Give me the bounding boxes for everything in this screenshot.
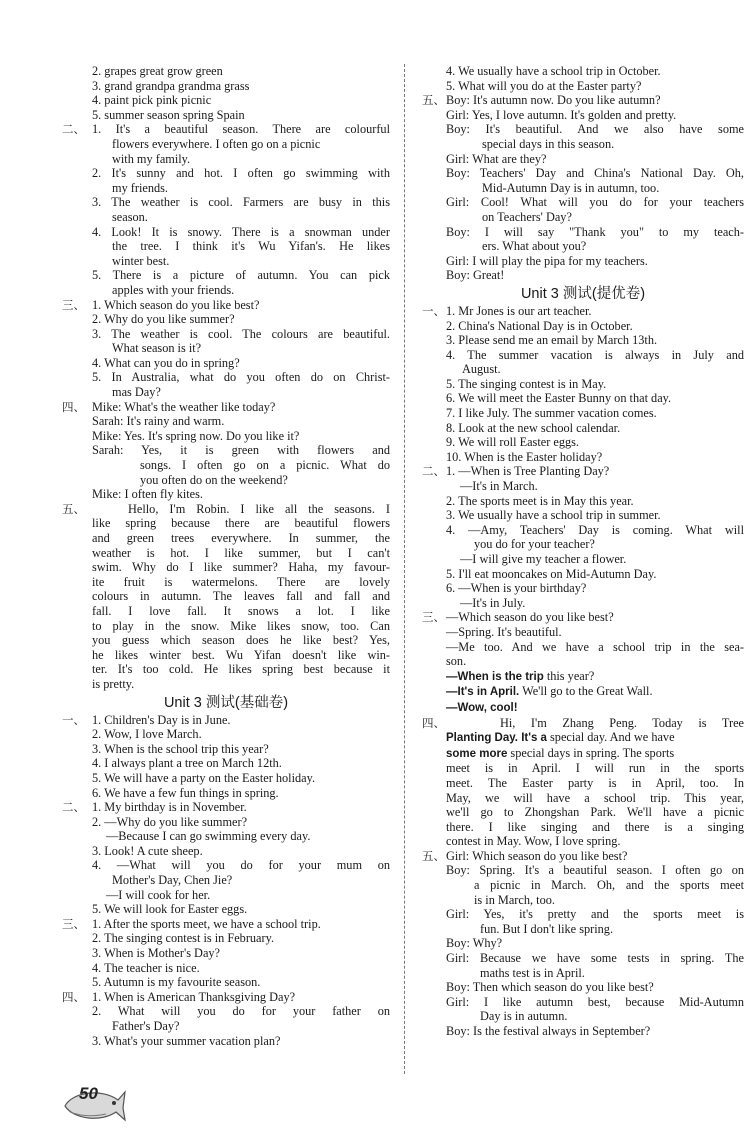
answer-line <box>62 502 390 517</box>
section-heading: Unit 3 测试(提优卷) <box>520 285 646 302</box>
answer-line <box>422 951 744 966</box>
answer-line <box>62 122 390 137</box>
line-text: 1. Mr Jones is our art teacher. <box>446 303 592 318</box>
answer-line <box>62 64 390 79</box>
line-text: —I will cook for her. <box>106 887 211 902</box>
answer-line <box>422 820 744 835</box>
line-text: 5. In Australia, what do you often do on Christ- <box>92 370 390 385</box>
line-text: —Which season do you like best? <box>446 610 614 625</box>
answer-line <box>422 863 744 878</box>
line-text: 3. Look! A cute sheep. <box>92 843 203 858</box>
line-text: son. <box>446 654 467 669</box>
answer-line <box>62 429 390 444</box>
line-text: 5. We will have a party on the Easter holiday. <box>92 770 316 785</box>
line-text: 3. When is the school trip this year? <box>92 741 269 756</box>
line-text: —Spring. It's beautiful. <box>446 624 562 639</box>
filled-answer: —It's in April. <box>446 686 520 699</box>
answer-line <box>62 195 390 210</box>
line-rest: special day. And we have <box>546 730 675 745</box>
answer-line <box>62 473 390 488</box>
answer-line <box>62 902 390 917</box>
answer-line <box>62 990 390 1005</box>
line-text: you do for your teacher? <box>474 537 595 552</box>
answer-line <box>422 700 744 716</box>
line-text: Boy: Teachers' Day and China's National Day. Oh, <box>446 166 744 181</box>
answer-line <box>62 239 390 254</box>
answer-line <box>422 225 744 240</box>
line-text: 5. What will you do at the Easter party? <box>446 78 642 93</box>
line-text: —It's in March. <box>460 479 538 494</box>
answer-line <box>422 508 744 523</box>
line-text: Girl: Which season do you like best? <box>446 848 628 863</box>
line-text: 4. The summer vacation is always in July and <box>446 347 744 362</box>
line-text: Boy: Great! <box>446 268 505 283</box>
line-text: weather is hot. I like summer, but I can't <box>92 545 390 560</box>
line-text: meet. The Easter party is in April, too. In <box>446 775 744 790</box>
right-column <box>422 64 744 1039</box>
answer-line <box>422 966 744 981</box>
answer-line <box>422 108 744 123</box>
section-marker: 三、 <box>62 297 85 312</box>
section-marker: 二、 <box>62 122 85 137</box>
line-text: there. I like singing and there is a singing <box>446 819 744 834</box>
answer-line <box>422 450 744 465</box>
answer-line <box>62 917 390 932</box>
line-text: 5. We will look for Easter eggs. <box>92 902 248 917</box>
answer-line <box>62 575 390 590</box>
answer-line <box>62 815 390 830</box>
line-text: 2. What will you do for your father on <box>92 1004 390 1019</box>
answer-line <box>62 166 390 181</box>
answer-line <box>422 791 744 806</box>
answer-line <box>422 152 744 167</box>
line-text: Girl: I like autumn best, because Mid-Autumn <box>446 994 744 1009</box>
answer-line <box>422 239 744 254</box>
page-number: 50 <box>79 1084 98 1103</box>
answer-line <box>62 516 390 531</box>
answer-line <box>422 137 744 152</box>
line-text: maths test is in April. <box>480 965 585 980</box>
line-text: Mid-Autumn Day is in autumn, too. <box>482 180 660 195</box>
answer-line <box>62 742 390 757</box>
answer-line <box>422 805 744 820</box>
line-text: Sarah: It's rainy and warm. <box>92 414 225 429</box>
line-text: flowers everywhere. I often go on a picnic <box>112 136 321 151</box>
answer-line <box>62 961 390 976</box>
line-text: 2. It's sunny and hot. I often go swimming with <box>92 166 390 181</box>
answer-line <box>422 406 744 421</box>
answer-line <box>422 684 744 700</box>
line-text: special days in this season. <box>482 136 615 151</box>
answer-line <box>62 487 390 502</box>
answer-line <box>62 727 390 742</box>
line-text: 10. When is the Easter holiday? <box>446 449 603 464</box>
line-text: —Me too. And we have a school trip in the sea- <box>446 639 744 654</box>
line-text: 4. What can you do in spring? <box>92 355 240 370</box>
answer-line <box>422 166 744 181</box>
answer-line <box>62 283 390 298</box>
line-text: 3. The weather is cool. Farmers are busy in this <box>92 195 390 210</box>
line-text: on Teachers' Day? <box>482 209 572 224</box>
line-text: season. <box>112 209 148 224</box>
section-marker: 四、 <box>62 399 85 414</box>
line-text: he likes winter best. Wu Yifan doesn't like win- <box>92 647 390 662</box>
answer-line <box>422 464 744 479</box>
answer-line <box>62 414 390 429</box>
answer-line <box>62 327 390 342</box>
answer-line <box>62 225 390 240</box>
line-text: 4. —Amy, Teachers' Day is coming. What will <box>446 522 744 537</box>
line-text: Day is in autumn. <box>480 1009 568 1024</box>
answer-line <box>62 181 390 196</box>
line-text: 3. The weather is cool. The colours are beautiful. <box>92 326 390 341</box>
answer-line <box>422 93 744 108</box>
line-text: 5. summer season spring Spain <box>92 107 245 122</box>
answer-line <box>422 122 744 137</box>
answer-line <box>422 581 744 596</box>
section-marker: 一、 <box>62 712 85 727</box>
line-text: Girl: Cool! What will you do for your teachers <box>446 195 744 210</box>
line-text: 6. We have a few fun things in spring. <box>92 785 279 800</box>
answer-line <box>62 931 390 946</box>
line-text: ite fruit is watermelons. There are lovely <box>92 574 390 589</box>
line-text: 2. grapes great grow green <box>92 64 223 78</box>
line-text: ter. It's too cold. He likes spring best because it <box>92 662 390 677</box>
line-text: Boy: Is the festival always in September? <box>446 1024 651 1038</box>
line-text: 2. China's National Day is in October. <box>446 318 633 333</box>
answer-line <box>62 341 390 356</box>
answer-line <box>62 400 390 415</box>
line-text: Boy: I will say "Thank you" to my teach- <box>446 224 744 239</box>
line-text: 1. When is American Thanksgiving Day? <box>92 989 296 1004</box>
line-text: you guess which season does he like best? Yes, <box>92 633 390 648</box>
answer-line <box>422 761 744 776</box>
answer-line <box>422 936 744 951</box>
line-text: 5. The singing contest is in May. <box>446 376 607 391</box>
answer-line <box>422 878 744 893</box>
answer-line <box>62 79 390 94</box>
line-text: 4. paint pick pink picnic <box>92 93 212 108</box>
line-text: is in March, too. <box>474 892 555 907</box>
line-text: Mike: I often fly kites. <box>92 487 203 502</box>
line-text: 3. What's your summer vacation plan? <box>92 1033 281 1048</box>
line-text <box>446 669 594 683</box>
line-text: 3. Please send me an email by March 13th. <box>446 333 658 348</box>
answer-line <box>62 210 390 225</box>
line-text: swim. Why do I like summer? Haha, my favour- <box>92 560 390 575</box>
answer-line <box>62 560 390 575</box>
line-text: 2. Why do you like summer? <box>92 312 235 327</box>
answer-line <box>422 195 744 210</box>
answer-line <box>62 1004 390 1019</box>
line-text: ers. What about you? <box>482 239 587 254</box>
answer-line <box>422 479 744 494</box>
section-marker: 三、 <box>422 610 445 625</box>
answer-line <box>62 312 390 327</box>
left-column <box>62 64 390 1048</box>
line-text: Boy: It's autumn now. Do you like autumn? <box>446 93 661 108</box>
answer-line <box>62 619 390 634</box>
line-text: 2. —Why do you like summer? <box>92 814 248 829</box>
answer-line <box>422 391 744 406</box>
line-text: Girl: Yes, I love autumn. It's golden and pretty. <box>446 107 677 122</box>
line-text: 6. We will meet the Easter Bunny on that day. <box>446 391 672 406</box>
line-text: Mike: Yes. It's spring now. Do you like it? <box>92 428 300 443</box>
answer-line <box>422 552 744 567</box>
answer-line <box>422 181 744 196</box>
line-text: 1. After the sports meet, we have a school trip. <box>92 916 321 931</box>
line-text: —I will give my teacher a flower. <box>460 552 627 566</box>
answer-line <box>62 1019 390 1034</box>
section-marker: 三、 <box>62 916 85 931</box>
answer-line <box>62 946 390 961</box>
line-text: meet is in April. I will run in the sports <box>446 761 744 776</box>
line-text: 7. I like July. The summer vacation comes. <box>446 406 657 421</box>
line-text: What season is it? <box>112 341 202 356</box>
answer-line <box>422 654 744 669</box>
line-text: apples with your friends. <box>112 282 235 297</box>
line-text <box>446 684 653 698</box>
line-text: songs. I often go on a picnic. What do <box>140 458 390 473</box>
line-text: 4. I always plant a tree on March 12th. <box>92 756 282 771</box>
answer-line <box>62 633 390 648</box>
answer-line <box>62 458 390 473</box>
line-text: Hi, I'm Zhang Peng. Today is Tree <box>500 715 744 730</box>
line-text: 4. —What will you do for your mum on <box>92 858 390 873</box>
filled-answer: —Wow, cool! <box>446 701 518 714</box>
line-text: Boy: Spring. It's a beautiful season. I often go on <box>446 863 744 878</box>
answer-line <box>62 662 390 677</box>
line-rest: We'll go to the Great Wall. <box>519 684 653 699</box>
answer-line <box>62 829 390 844</box>
answer-line <box>62 137 390 152</box>
line-text: colours in autumn. The leaves fall and fall and <box>92 589 390 604</box>
line-text: 2. The sports meet is in May this year. <box>446 493 634 508</box>
answer-line <box>422 523 744 538</box>
line-text: a picnic in March. Oh, and the sports meet <box>474 878 744 893</box>
answer-line <box>62 677 390 692</box>
line-text: —Because I can go swimming every day. <box>106 829 311 844</box>
line-text: Mother's Day, Chen Jie? <box>112 873 233 888</box>
answer-line <box>422 362 744 377</box>
line-text: Girl: Yes, it's pretty and the sports meet is <box>446 907 744 922</box>
line-text: 5. There is a picture of autumn. You can pick <box>92 268 390 283</box>
line-text <box>446 700 518 714</box>
line-text: 5. I'll eat mooncakes on Mid-Autumn Day. <box>446 566 657 581</box>
line-text: 6. —When is your birthday? <box>446 581 587 596</box>
line-text: to play in the snow. Mike likes snow, too. Can <box>92 618 390 633</box>
answer-line <box>62 648 390 663</box>
line-text: Sarah: Yes, it is green with flowers and <box>92 443 390 458</box>
section-marker: 一、 <box>422 303 445 318</box>
answer-line <box>422 596 744 611</box>
line-text: 4. We usually have a school trip in October. <box>446 64 661 78</box>
line-text: like spring because there are beautiful flowers <box>92 516 390 531</box>
answer-line <box>62 546 390 561</box>
line-text <box>446 730 675 744</box>
answer-line <box>422 776 744 791</box>
answer-line <box>422 907 744 922</box>
answer-line <box>422 348 744 363</box>
answer-line <box>422 537 744 552</box>
answer-line <box>62 858 390 873</box>
line-text: my friends. <box>112 180 169 195</box>
line-text: Father's Day? <box>112 1019 180 1033</box>
answer-line <box>422 834 744 849</box>
answer-line <box>62 531 390 546</box>
answer-line <box>62 800 390 815</box>
section-marker: 四、 <box>62 989 85 1004</box>
answer-line <box>422 79 744 94</box>
line-text: Boy: Then which season do you like best? <box>446 980 654 995</box>
answer-line <box>62 888 390 903</box>
line-text: with my family. <box>112 151 191 166</box>
answer-line <box>422 421 744 436</box>
answer-line <box>422 610 744 625</box>
line-text: Boy: Why? <box>446 936 503 951</box>
column-divider <box>404 64 405 1074</box>
section-heading: Unit 3 测试(基础卷) <box>163 694 289 711</box>
line-text: is pretty. <box>92 676 135 691</box>
section-marker: 五、 <box>422 93 445 108</box>
answer-line <box>422 64 744 79</box>
answer-line <box>422 625 744 640</box>
line-text: 1. Children's Day is in June. <box>92 712 231 727</box>
answer-line <box>422 980 744 995</box>
line-text: you often do on the weekend? <box>140 472 288 487</box>
answer-line <box>422 254 744 269</box>
section-marker: 二、 <box>422 464 445 479</box>
answer-line <box>62 443 390 458</box>
line-rest: special days in spring. The sports <box>507 745 675 760</box>
answer-line <box>62 370 390 385</box>
answer-line <box>62 254 390 269</box>
answer-line <box>422 1024 744 1039</box>
answer-line <box>62 268 390 283</box>
section-marker: 五、 <box>422 848 445 863</box>
answer-line <box>422 1009 744 1024</box>
answer-line <box>422 640 744 655</box>
line-text: 8. Look at the new school calendar. <box>446 420 621 435</box>
filled-answer: some more <box>446 747 508 760</box>
answer-line <box>62 756 390 771</box>
line-text <box>446 746 674 760</box>
line-text: 5. Autumn is my favourite season. <box>92 975 261 990</box>
line-text: Girl: I will play the pipa for my teachers. <box>446 253 648 268</box>
line-text: Hello, I'm Robin. I like all the seasons. I <box>128 501 390 516</box>
answer-line <box>422 995 744 1010</box>
line-text: mas Day? <box>112 385 161 400</box>
line-text: fall. I love fall. It snows a lot. I like <box>92 603 390 618</box>
section-marker: 四、 <box>422 715 445 730</box>
answer-line <box>422 849 744 864</box>
line-text: 2. The singing contest is in February. <box>92 931 275 946</box>
line-rest: this year? <box>543 668 595 683</box>
line-text: 3. When is Mother's Day? <box>92 946 221 961</box>
filled-answer: Planting Day. It's a <box>446 732 547 745</box>
answer-line <box>62 786 390 801</box>
answer-line <box>422 494 744 509</box>
answer-line <box>422 333 744 348</box>
line-text: Girl: What are they? <box>446 151 547 166</box>
line-text: August. <box>462 362 501 377</box>
answer-line <box>62 298 390 313</box>
answer-line <box>62 385 390 400</box>
line-text: Boy: It's beautiful. And we also have some <box>446 122 744 137</box>
line-text: 1. My birthday is in November. <box>92 800 247 815</box>
line-text: 3. grand grandpa grandma grass <box>92 78 250 93</box>
answer-line <box>62 356 390 371</box>
line-text: 4. The teacher is nice. <box>92 960 200 975</box>
answer-line <box>422 268 744 283</box>
line-text: 1. Which season do you like best? <box>92 297 260 312</box>
answer-line <box>422 304 744 319</box>
answer-line <box>62 589 390 604</box>
answer-line <box>62 873 390 888</box>
line-text: we'll go to Zhongshan Park. We'll have a picnic <box>446 805 744 820</box>
line-text: May, we will have a school trip. This year, <box>446 790 744 805</box>
answer-line <box>422 669 744 685</box>
answer-line <box>62 152 390 167</box>
answer-line <box>422 716 744 731</box>
line-text: 3. We usually have a school trip in summer. <box>446 508 661 523</box>
answer-line <box>62 771 390 786</box>
line-text: —It's in July. <box>460 595 526 610</box>
answer-line <box>422 319 744 334</box>
answer-line <box>62 1034 390 1049</box>
line-text: 9. We will roll Easter eggs. <box>446 435 579 450</box>
line-text: winter best. <box>112 253 170 268</box>
line-text: 4. Look! It is snowy. There is a snowman under <box>92 224 390 239</box>
line-text: fun. But I don't like spring. <box>480 921 614 936</box>
answer-line <box>422 210 744 225</box>
line-text: contest in May. Wow, I love spring. <box>446 834 621 849</box>
answer-line <box>62 108 390 123</box>
answer-line <box>62 604 390 619</box>
line-text: 1. It's a beautiful season. There are colourful <box>92 122 390 137</box>
answer-line <box>62 844 390 859</box>
line-text: Girl: Because we have some tests in spring. The <box>446 951 744 966</box>
answer-line <box>422 893 744 908</box>
line-text: Mike: What's the weather like today? <box>92 399 276 414</box>
answer-line <box>422 377 744 392</box>
answer-line <box>422 730 744 746</box>
answer-line <box>422 435 744 450</box>
section-marker: 二、 <box>62 800 85 815</box>
section-marker: 五、 <box>62 501 85 516</box>
answer-line <box>422 746 744 762</box>
answer-line <box>422 567 744 582</box>
answer-line <box>62 975 390 990</box>
line-text: 2. Wow, I love March. <box>92 727 202 742</box>
line-text: and green trees everywhere. In summer, the <box>92 531 390 545</box>
filled-answer: —When is the trip <box>446 670 544 683</box>
line-text: 1. —When is Tree Planting Day? <box>446 464 610 479</box>
line-text: the tree. I think it's Wu Yifan's. He likes <box>112 239 390 254</box>
answer-line <box>62 93 390 108</box>
answer-line <box>62 713 390 728</box>
answer-line <box>422 922 744 937</box>
